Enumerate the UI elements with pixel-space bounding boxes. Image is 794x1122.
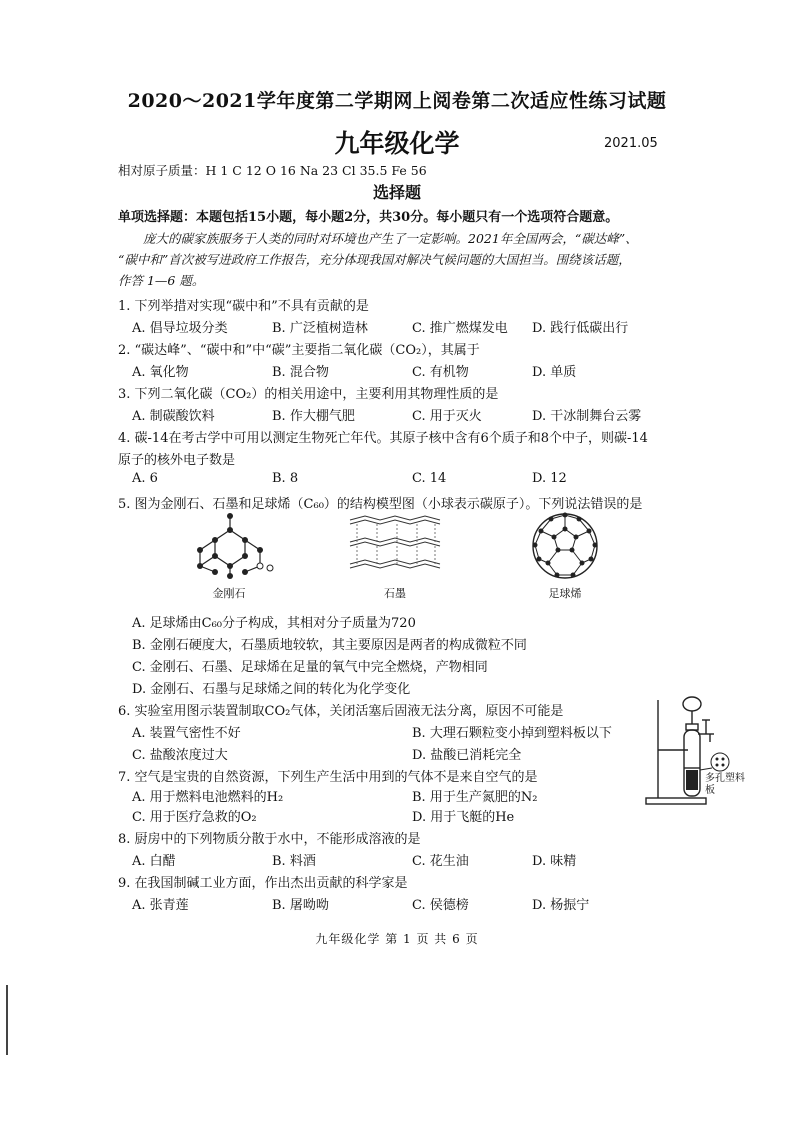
- intro-line: 庞大的碳家族服务于人类的同时对环境也产生了一定影响。2021年全国两会，“碳达峰”、: [143, 231, 638, 246]
- question-7-stem: 7. 空气是宝贵的自然资源，下列生产生活中用到的气体不是来自空气的是: [118, 770, 538, 785]
- option-b[interactable]: B. 料酒: [272, 854, 316, 869]
- exam-title: 2020～2021学年度第二学期网上阅卷第二次适应性练习试题: [127, 90, 667, 112]
- question-5-option-b[interactable]: B. 金刚石硬度大，石墨质地较软，其主要原因是两者的构成微粒不同: [132, 638, 527, 653]
- exam-subtitle: 九年级化学: [334, 129, 460, 158]
- exam-date: 2021.05: [604, 136, 658, 151]
- option-d[interactable]: D. 12: [532, 471, 567, 486]
- question-3-options: [132, 405, 732, 425]
- option-c[interactable]: C. 推广燃煤发电: [412, 321, 508, 336]
- scan-edge-mark: [6, 985, 8, 1055]
- option-a[interactable]: A. 倡导垃圾分类: [132, 321, 228, 336]
- graphite-structure-figure: [345, 512, 445, 580]
- intro-line: 作答 1—6 题。: [118, 273, 205, 288]
- option-c[interactable]: C. 14: [412, 471, 447, 486]
- option-c[interactable]: C. 花生油: [412, 854, 469, 869]
- option-a[interactable]: A. 制碳酸饮料: [132, 409, 215, 424]
- option-d[interactable]: D. 用于飞艇的He: [412, 810, 515, 825]
- option-a[interactable]: A. 氧化物: [132, 365, 189, 380]
- option-b[interactable]: B. 广泛植树造林: [272, 321, 368, 336]
- question-9-stem: 9. 在我国制碱工业方面，作出杰出贡献的科学家是: [118, 876, 408, 891]
- option-b[interactable]: B. 8: [272, 471, 299, 486]
- option-b[interactable]: B. 屠呦呦: [272, 898, 329, 913]
- option-d[interactable]: D. 味精: [532, 854, 577, 869]
- intro-line: “碳中和”首次被写进政府工作报告，充分体现我国对解决气候问题的大国担当。围绕该话题，: [118, 252, 631, 267]
- option-c[interactable]: C. 用于灭火: [412, 409, 482, 424]
- fullerene-structure-figure: [525, 507, 605, 585]
- apparatus-label: 多孔塑料板: [705, 773, 745, 796]
- option-a[interactable]: A. 6: [132, 471, 158, 486]
- question-4-stem: 4. 碳-14在考古学中可用以测定生物死亡年代。其原子核中含有6个质子和8个中子，则碳-14: [118, 431, 648, 446]
- option-c[interactable]: C. 有机物: [412, 365, 469, 380]
- question-2-options: [132, 361, 732, 381]
- question-4-options: [132, 471, 732, 491]
- question-9-options: [132, 894, 732, 914]
- intro-paragraph: [118, 228, 700, 291]
- page-footer: 九年级化学 第 1 页 共 6 页: [315, 932, 479, 946]
- option-b[interactable]: B. 用于生产氮肥的N₂: [412, 790, 538, 805]
- option-a[interactable]: A. 白醋: [132, 854, 176, 869]
- option-d[interactable]: D. 杨振宁: [532, 898, 590, 913]
- section-instruction: 单项选择题：本题包括15小题，每小题2分，共30分。每小题只有一个选项符合题意。: [118, 210, 619, 225]
- question-6-stem: 6. 实验室用图示装置制取CO₂气体，关闭活塞后固液无法分离，原因不可能是: [118, 704, 564, 719]
- question-1-stem: 1. 下列举措对实现“碳中和”不具有贡献的是: [118, 299, 369, 314]
- option-b[interactable]: B. 混合物: [272, 365, 329, 380]
- option-d[interactable]: D. 干冰制舞台云雾: [532, 409, 642, 424]
- question-7-options-row2: [132, 806, 732, 826]
- option-d[interactable]: D. 践行低碳出行: [532, 321, 629, 336]
- question-7-options-row1: [132, 786, 732, 806]
- option-a[interactable]: A. 装置气密性不好: [132, 726, 241, 741]
- option-d[interactable]: D. 盐酸已消耗完全: [412, 748, 522, 763]
- section-heading: 选择题: [372, 183, 421, 202]
- question-5-stem: 5. 图为金刚石、石墨和足球烯（C₆₀）的结构模型图（小球表示碳原子）。下列说法错误的是: [118, 497, 643, 512]
- question-1-options: [132, 317, 732, 337]
- question-2-stem: 2. “碳达峰”、“碳中和”中“碳”主要指二氧化碳（CO₂），其属于: [118, 343, 480, 358]
- option-c[interactable]: C. 侯德榜: [412, 898, 469, 913]
- option-c[interactable]: C. 盐酸浓度过大: [132, 748, 228, 763]
- question-5-option-d[interactable]: D. 金刚石、石墨与足球烯之间的转化为化学变化: [132, 682, 411, 697]
- atomic-masses: 相对原子质量：H 1 C 12 O 16 Na 23 Cl 35.5 Fe 56: [118, 163, 427, 178]
- diamond-structure-figure: [185, 510, 275, 582]
- diamond-caption: 金刚石: [212, 587, 246, 600]
- fullerene-caption: 足球烯: [548, 587, 582, 600]
- question-5-option-a[interactable]: A. 足球烯由C₆₀分子构成，其相对分子质量为720: [132, 616, 416, 631]
- option-c[interactable]: C. 用于医疗急救的O₂: [132, 810, 257, 825]
- question-8-options: [132, 850, 732, 870]
- option-d[interactable]: D. 单质: [532, 365, 577, 380]
- option-a[interactable]: A. 用于燃料电池燃料的H₂: [132, 790, 284, 805]
- graphite-caption: 石墨: [384, 587, 406, 600]
- option-a[interactable]: A. 张青莲: [132, 898, 189, 913]
- question-4-stem-cont: 原子的核外电子数是: [118, 453, 236, 468]
- question-8-stem: 8. 厨房中的下列物质分散于水中，不能形成溶液的是: [118, 832, 421, 847]
- option-b[interactable]: B. 作大棚气肥: [272, 409, 355, 424]
- question-3-stem: 3. 下列二氧化碳（CO₂）的相关用途中，主要利用其物理性质的是: [118, 387, 499, 402]
- option-b[interactable]: B. 大理石颗粒变小掉到塑料板以下: [412, 726, 612, 741]
- question-5-option-c[interactable]: C. 金刚石、石墨、足球烯在足量的氧气中完全燃烧，产物相同: [132, 660, 488, 675]
